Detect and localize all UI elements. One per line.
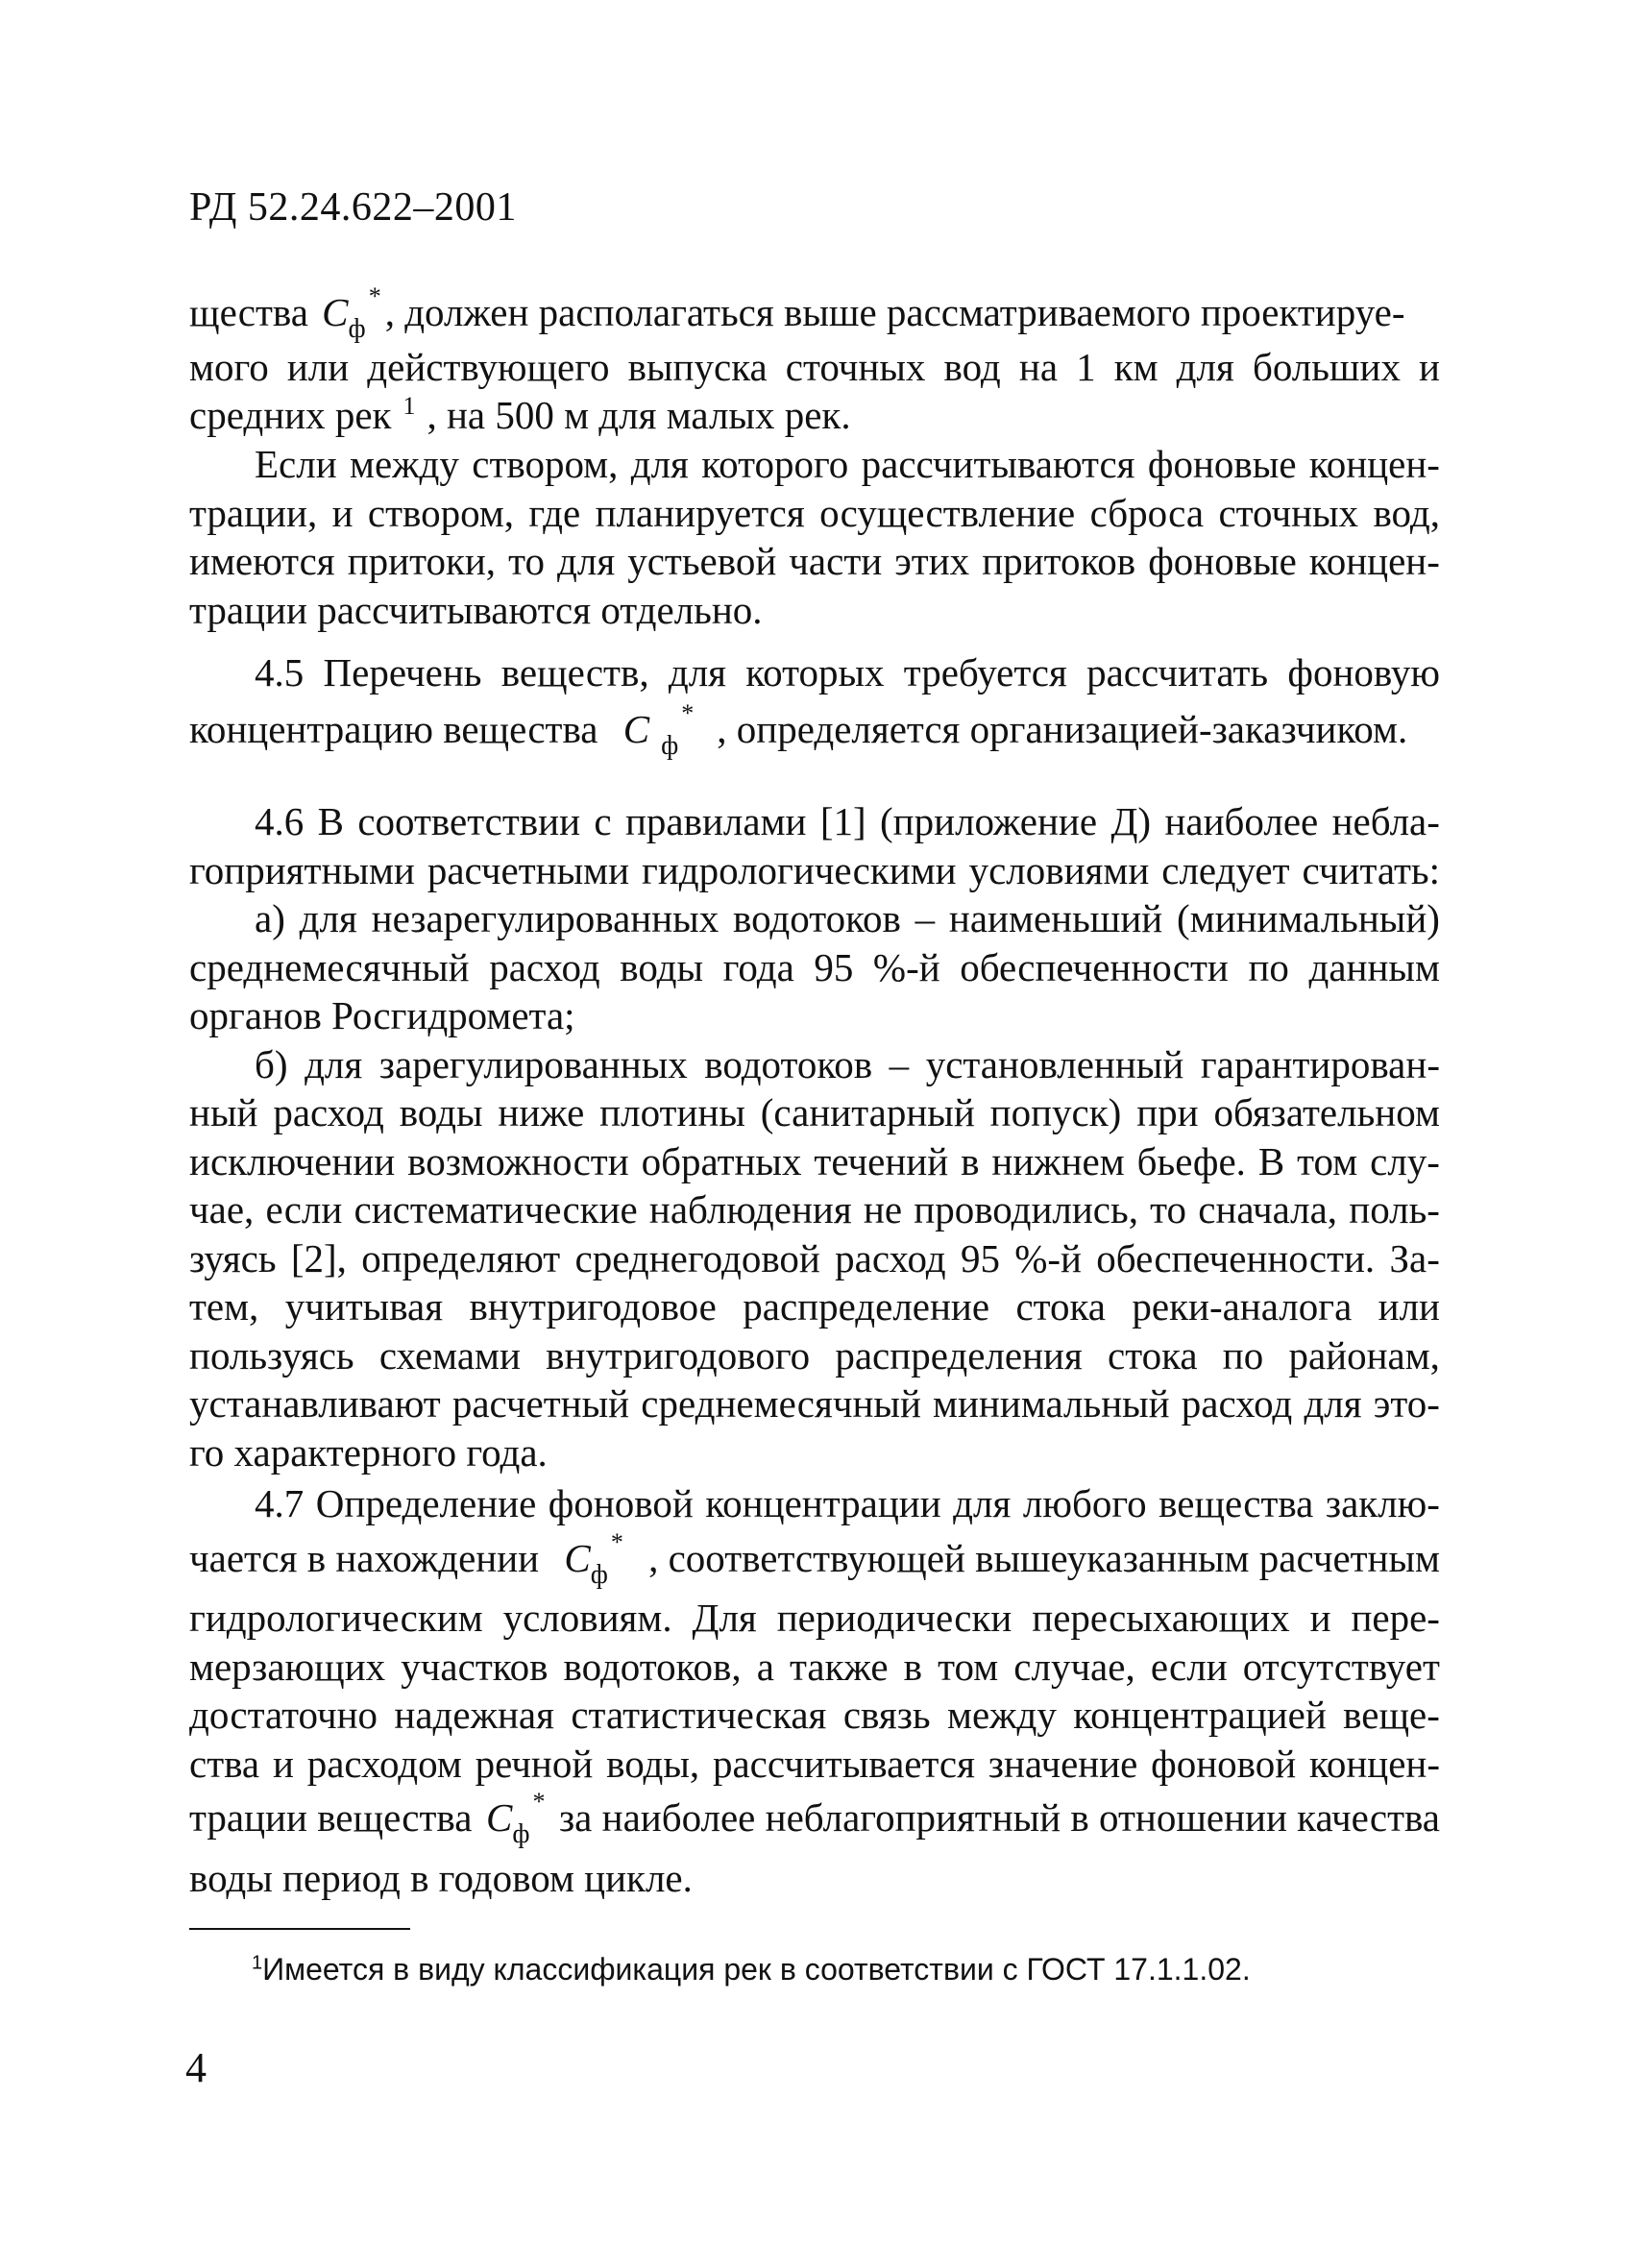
text-line: трации вещества $C_ф$ * за наиболее неблагоприятный в отношении качества bbox=[189, 1788, 1440, 1849]
footnote bbox=[252, 1952, 1251, 1988]
text-line: щества $C_ф$ * , должен располагаться выше рассматриваемого проектируе- bbox=[189, 282, 1405, 344]
footnote-text: Имеется в виду классификация рек в соответствии с ГОСТ 17.1.1.02. bbox=[262, 1952, 1251, 1987]
text-line: гоприятными расчетными гидрологическими условиями следует считать: bbox=[189, 847, 1440, 892]
page-number: 4 bbox=[185, 2044, 207, 2091]
text-line: органов Росгидромета; bbox=[189, 993, 575, 1037]
document-code-header: РД 52.24.622–2001 bbox=[189, 185, 517, 230]
text-line: воды период в годовом цикле. bbox=[189, 1855, 693, 1900]
text-line: среднемесячный расход воды года 95 %-й обеспеченности по данным bbox=[189, 944, 1440, 989]
text-line: 4.6 В соответствии с правилами [1] (приложение Д) наиболее небла- bbox=[255, 799, 1440, 843]
formula-c-phi-star: $C_ф$ * bbox=[485, 1788, 546, 1849]
text-line: достаточно надежная статистическая связь между концентрацией веще- bbox=[189, 1693, 1440, 1737]
paragraph-tributaries bbox=[189, 440, 1440, 634]
footnote-reference: 1 bbox=[402, 392, 416, 421]
paragraph-continuation bbox=[189, 282, 1440, 440]
text-line: 4.5 Перечень веществ, для которых требуется рассчитать фоновую bbox=[255, 650, 1440, 695]
text-line: Если между створом, для которого рассчитываются фоновые концен- bbox=[255, 442, 1440, 486]
list-item-b: б) для зарегулированных водотоков – установленный гарантирован- bbox=[255, 1041, 1440, 1086]
formula-c-phi-star: $C_ф$ * bbox=[564, 1527, 623, 1590]
text-line: 4.7 Определение фоновой концентрации для любого вещества заклю- bbox=[255, 1481, 1440, 1525]
section-4-7 bbox=[189, 1479, 1440, 1902]
section-4-6 bbox=[189, 797, 1440, 1476]
footnote-separator bbox=[189, 1928, 410, 1930]
formula-c-phi-star: C $_ф$ * bbox=[622, 698, 695, 761]
text-line: имеются притоки, то для устьевой части этих притоков фоновые концен- bbox=[189, 539, 1440, 583]
text-line: тем, учитывая внутригодовое распределение стока реки-аналога или bbox=[189, 1284, 1440, 1329]
text-line: средних рек $^1$ , на 500 м для малых рек. bbox=[189, 392, 851, 437]
text-line: мого или действующего выпуска сточных вод на 1 км для больших и bbox=[189, 344, 1440, 389]
text-line: гидрологическим условиям. Для периодически пересыхающих и пере- bbox=[189, 1596, 1440, 1640]
text-line: трации, и створом, где планируется осуществление сброса сточных вод, bbox=[189, 490, 1440, 535]
text-line: пользуясь схемами внутригодового распределения стока по районам, bbox=[189, 1332, 1440, 1378]
text-line: исключении возможности обратных течений в нижнем бьефе. В том слу- bbox=[189, 1138, 1440, 1183]
text-line: ный расход воды ниже плотины (санитарный попуск) при обязательном bbox=[189, 1090, 1440, 1134]
formula-c-phi-star: $C_ф$ * bbox=[322, 282, 381, 344]
section-4-5 bbox=[189, 648, 1440, 759]
footnote-mark: 1 bbox=[252, 1952, 263, 1974]
text-line: устанавливают расчетный среднемесячный минимальный расход для это- bbox=[189, 1381, 1440, 1426]
list-item-a: а) для незарегулированных водотоков – наименьший (минимальный) bbox=[255, 896, 1440, 940]
text-line: чае, если систематические наблюдения не проводились, то сначала, поль- bbox=[189, 1187, 1440, 1232]
text-line: чается в нахождении $C_ф$ * , соответствующей вышеуказанным расчетным bbox=[189, 1527, 1440, 1590]
text-line: го характерного года. bbox=[189, 1429, 548, 1475]
text-line: ства и расходом речной воды, рассчитывается значение фоновой концен- bbox=[189, 1741, 1440, 1786]
text-line: мерзающих участков водотоков, а также в том случае, если отсутствует bbox=[189, 1644, 1440, 1689]
text-line: зуясь [2], определяют среднегодовой расход 95 %-й обеспеченности. За- bbox=[189, 1235, 1440, 1280]
text-line: трации рассчитываются отдельно. bbox=[189, 587, 763, 632]
text-line: концентрацию вещества C $_ф$ * , определяется организацией-заказчиком. bbox=[189, 698, 1408, 761]
